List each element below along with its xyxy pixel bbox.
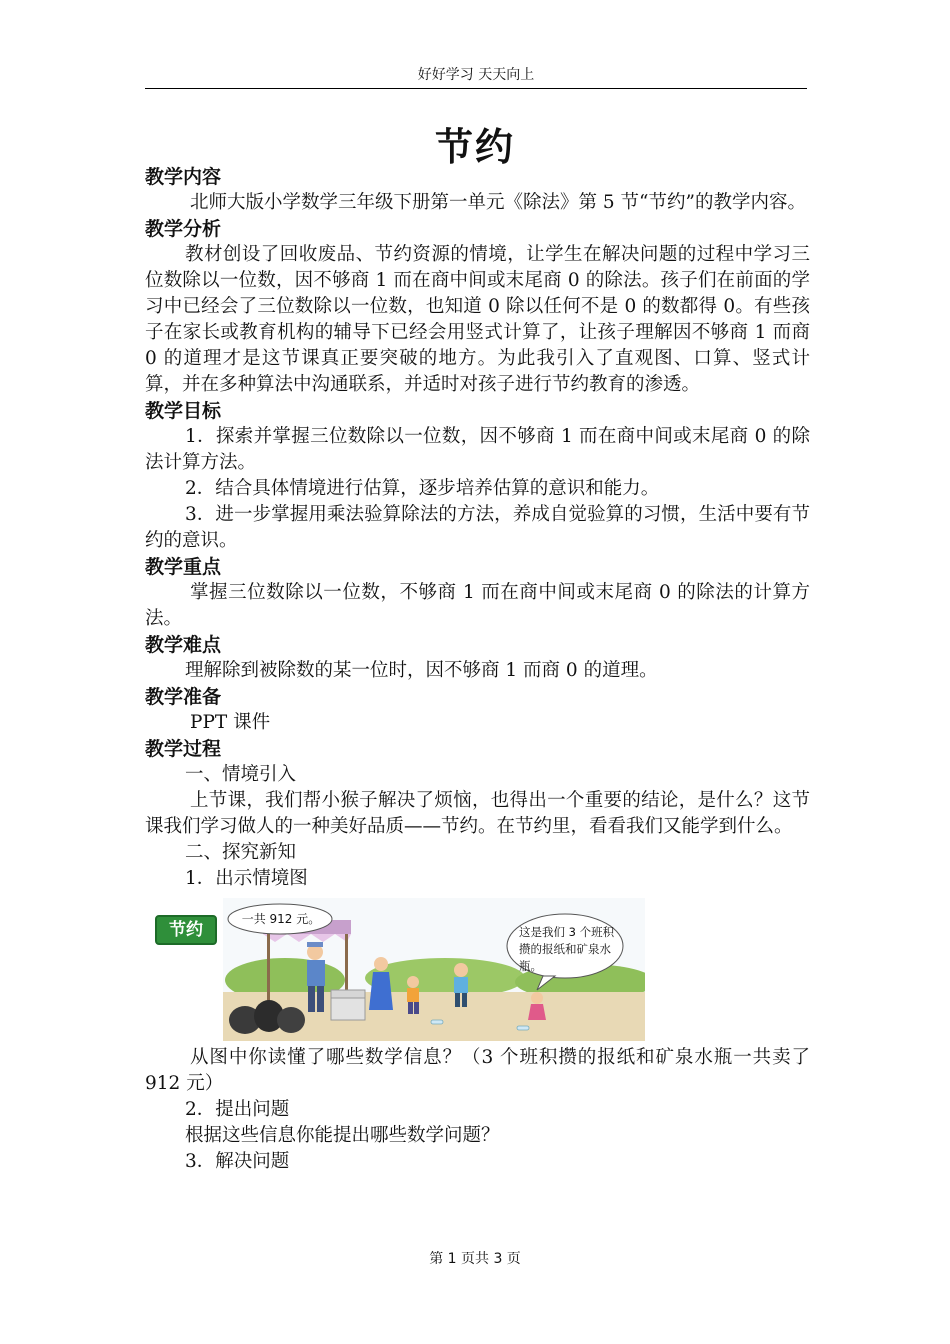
section-heading-analysis: 教学分析: [145, 218, 222, 240]
goal-item-2: 2．结合具体情境进行估算，逐步培养估算的意识和能力。: [185, 478, 660, 499]
lesson-tag-label: 节约: [169, 920, 203, 940]
header-rule: [145, 88, 807, 89]
preparation-paragraph: PPT 课件: [190, 712, 271, 733]
section-heading-preparation: 教学准备: [145, 686, 222, 708]
section-heading-process: 教学过程: [145, 738, 222, 760]
section-heading-goals: 教学目标: [145, 400, 222, 422]
page-header: 好好学习 天天向上: [417, 67, 535, 83]
goal-item-1: 1．探索并掌握三位数除以一位数，因不够商 1 而在商中间或末尾商 0 的除法计算方法。: [145, 426, 810, 473]
content-paragraph: 北师大版小学数学三年级下册第一单元《除法》第 5 节“节约”的教学内容。: [190, 192, 806, 213]
analysis-paragraph: 教材创设了回收废品、节约资源的情境，让学生在解决问题的过程中学习三位数除以一位数，因不够商 1 而在商中间或末尾商 0 的除法。孩子们在前面的学习中已经会了三位数除以一位数，也知道 0 除以任何不是 0 的数都得 0。有些孩子在家长或教育机构的辅导下已经会用竖式计算了，让孩子理解因不够商 1 而商 0 的道理才是这节课真正要突破的地方。为此我引入了直观图、口算、竖式计算，并在多种算法中沟通联系，并适时对孩子进行节约教育的渗透。: [145, 244, 810, 395]
section-heading-key-points: 教学重点: [145, 556, 222, 578]
process-step3: 3．解决问题: [185, 1151, 290, 1172]
page-title: 节约: [434, 125, 515, 169]
section-heading-content: 教学内容: [145, 166, 222, 188]
process-part1-title: 一、情境引入: [185, 764, 297, 785]
difficulties-paragraph: 理解除到被除数的某一位时，因不够商 1 而商 0 的道理。: [185, 660, 658, 681]
process-step1: 1．出示情境图: [185, 868, 308, 889]
process-part2-title: 二、探究新知: [185, 842, 297, 863]
goal-item-3: 3．进一步掌握用乘法验算除法的方法，养成自觉验算的习惯，生活中要有节约的意识。: [145, 504, 810, 551]
scenario-illustration: [145, 898, 645, 1041]
process-question1: 从图中你读懂了哪些数学信息？（3 个班积攒的报纸和矿泉水瓶一共卖了 912 元）: [145, 1047, 810, 1094]
section-heading-difficulties: 教学难点: [145, 634, 222, 656]
process-part1-paragraph: 上节课，我们帮小猴子解决了烦恼，也得出一个重要的结论，是什么？这节课我们学习做人的一种美好品质——节约。在节约里，看看我们又能学到什么。: [145, 790, 810, 837]
process-step2: 2．提出问题: [185, 1099, 290, 1120]
process-question2: 根据这些信息你能提出哪些数学问题？: [185, 1125, 500, 1146]
document-body: [145, 164, 810, 1175]
lesson-tag: [155, 915, 217, 945]
key-points-paragraph: 掌握三位数除以一位数，不够商 1 而在商中间或末尾商 0 的除法的计算方法。: [145, 582, 810, 629]
speech-bubble-total: 一共 912 元。: [241, 912, 321, 926]
page-footer: 第 1 页共 3 页: [429, 1251, 521, 1267]
speech-bubble-collection: 这是我们 3 个班积攒的报纸和矿泉水瓶。: [519, 925, 615, 973]
